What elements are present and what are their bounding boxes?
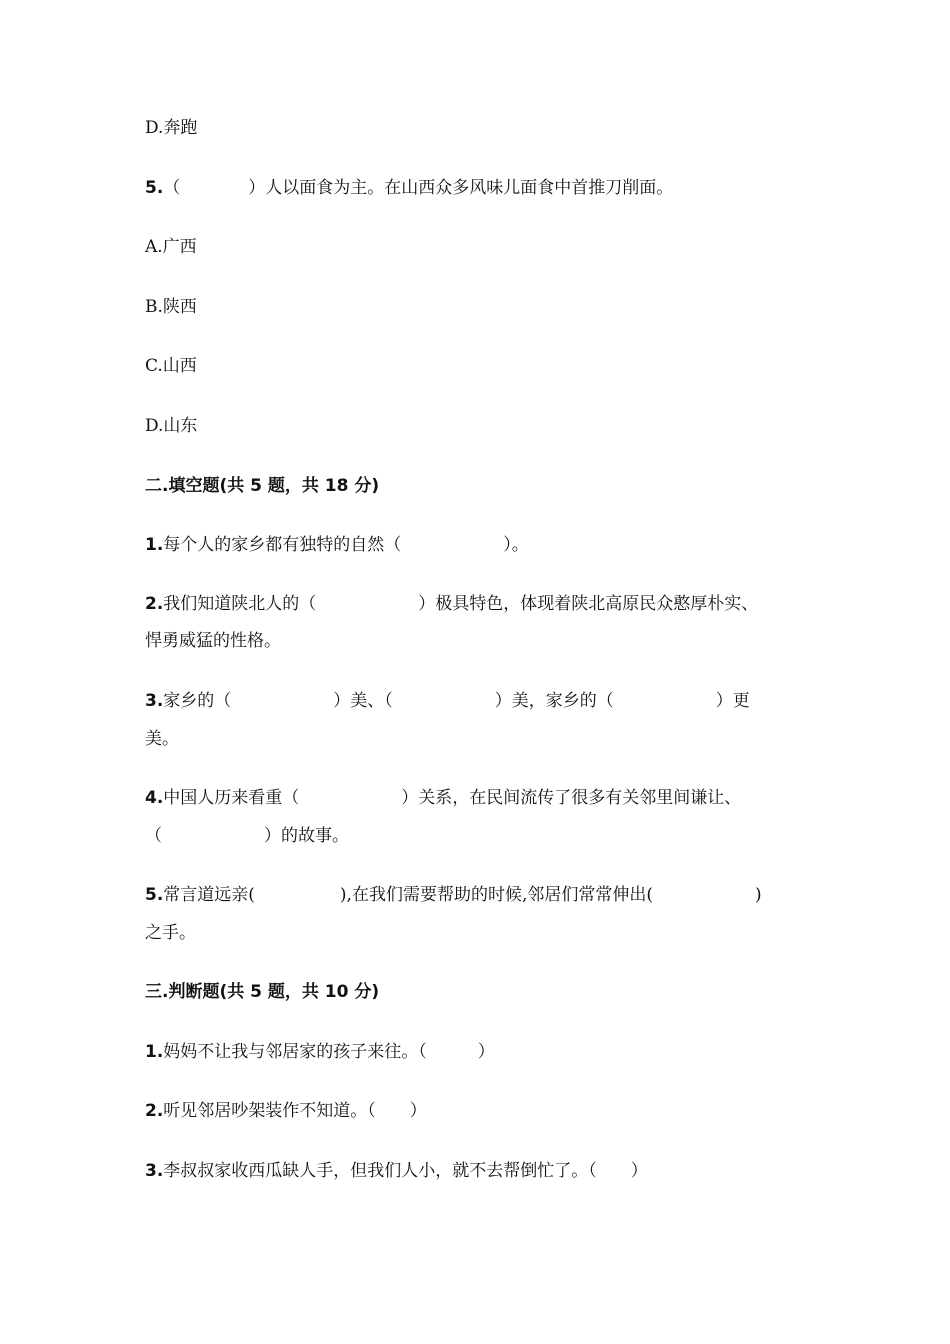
option-d-run: D.奔跑 — [145, 118, 198, 138]
fill-question-2: 2.我们知道陕北人的（ ）极具特色，体现着陕北高原民众憨厚朴实、 — [145, 594, 759, 614]
fill-question-1: 1.每个人的家乡都有独特的自然（ ）。 — [145, 535, 529, 555]
fill-question-4: 4.中国人历来看重（ ）关系，在民间流传了很多有关邻里间谦让、 — [145, 788, 742, 808]
option-d: D.山东 — [145, 416, 198, 436]
option-b: B.陕西 — [145, 297, 197, 317]
section-heading-true-false: 三.判断题(共 5 题，共 10 分) — [145, 982, 380, 1002]
section-heading-fill-in: 二.填空题(共 5 题，共 18 分) — [145, 476, 380, 496]
fill-question-5: 5.常言道远亲( ),在我们需要帮助的时候,邻居们常常伸出( ) — [145, 885, 762, 905]
question-number: 5. — [145, 178, 164, 198]
fill-question-2-continued: 悍勇威猛的性格。 — [145, 631, 281, 651]
judge-question-2: 2.听见邻居吵架装作不知道。（ ） — [145, 1101, 427, 1121]
question-text: （ ）人以面食为主。在山西众多风味儿面食中首推刀削面。 — [163, 178, 674, 198]
judge-question-3: 3.李叔叔家收西瓜缺人手，但我们人小，就不去帮倒忙了。（ ） — [145, 1161, 648, 1181]
option-a: A.广西 — [145, 237, 197, 257]
fill-question-3: 3.家乡的（ ）美、（ ）美，家乡的（ ）更 — [145, 691, 750, 711]
judge-question-1: 1.妈妈不让我与邻居家的孩子来往。（ ） — [145, 1042, 495, 1062]
fill-question-4-continued: （ ）的故事。 — [145, 826, 349, 846]
fill-question-3-continued: 美。 — [145, 729, 179, 749]
question-5-noodles — [145, 178, 673, 198]
fill-question-5-continued: 之手。 — [145, 923, 196, 943]
option-c: C.山西 — [145, 356, 197, 376]
